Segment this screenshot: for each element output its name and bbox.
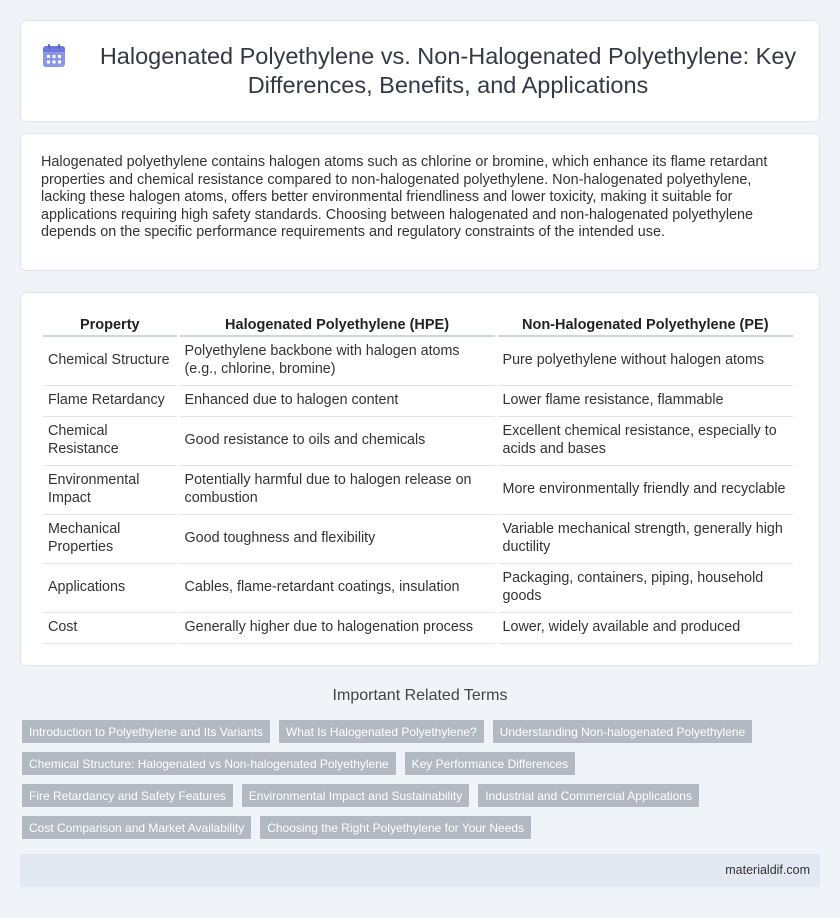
table-cell-hpe: Generally higher due to halogenation process xyxy=(180,613,495,644)
comparison-card xyxy=(20,292,820,666)
title-card xyxy=(20,20,820,122)
footer-bar xyxy=(20,854,820,887)
related-term-tag[interactable]: What Is Halogenated Polyethylene? xyxy=(279,720,484,743)
table-row xyxy=(43,564,793,613)
table-cell-pe: Lower, widely available and produced xyxy=(498,613,793,644)
related-term-tag[interactable]: Industrial and Commercial Applications xyxy=(478,784,699,807)
table-cell-hpe: Good resistance to oils and chemicals xyxy=(180,417,495,466)
calendar-icon xyxy=(41,43,67,69)
table-cell-hpe: Cables, flame-retardant coatings, insulation xyxy=(180,564,495,613)
column-header-pe: Non-Halogenated Polyethylene (PE) xyxy=(498,311,793,337)
intro-paragraph: Halogenated polyethylene contains halogen atoms such as chlorine or bromine, which enhance its flame retardant properties and chemical resistance compared to non-halogenated polyethylene. Non-halogenated polyethylene, lacking these halogen atoms, offers better environmental friendliness and lower toxicity, making it suitable for applications requiring high safety standards. Choosing between halogenated and non-halogenated polyethylene depends on the specific performance requirements and regulatory constraints of the intended use. xyxy=(41,154,768,241)
table-cell-pe: Pure polyethylene without halogen atoms xyxy=(498,337,793,386)
table-cell-pe: Variable mechanical strength, generally high ductility xyxy=(498,515,793,564)
table-cell-property: Cost xyxy=(43,613,177,644)
table-cell-property: Chemical Resistance xyxy=(43,417,177,466)
intro-card xyxy=(20,133,820,271)
related-term-tag[interactable]: Cost Comparison and Market Availability xyxy=(22,816,251,839)
table-cell-pe: Packaging, containers, piping, household goods xyxy=(498,564,793,613)
table-cell-pe: More environmentally friendly and recyclable xyxy=(498,466,793,515)
table-cell-pe: Excellent chemical resistance, especially to acids and bases xyxy=(498,417,793,466)
related-term-tag[interactable]: Choosing the Right Polyethylene for Your Needs xyxy=(260,816,531,839)
related-term-tag[interactable]: Understanding Non-halogenated Polyethylene xyxy=(493,720,753,743)
table-cell-hpe: Polyethylene backbone with halogen atoms (e.g., chlorine, bromine) xyxy=(180,337,495,386)
related-term-tag[interactable]: Chemical Structure: Halogenated vs Non-halogenated Polyethylene xyxy=(22,752,396,775)
table-row xyxy=(43,466,793,515)
related-term-tag[interactable]: Environmental Impact and Sustainability xyxy=(242,784,469,807)
table-cell-property: Environmental Impact xyxy=(43,466,177,515)
related-terms-heading: Important Related Terms xyxy=(332,687,508,704)
table-row xyxy=(43,386,793,417)
table-cell-pe: Lower flame resistance, flammable xyxy=(498,386,793,417)
table-cell-property: Applications xyxy=(43,564,177,613)
table-cell-property: Chemical Structure xyxy=(43,337,177,386)
related-terms-list xyxy=(22,720,802,848)
table-row xyxy=(43,613,793,644)
table-row xyxy=(43,337,793,386)
page-title: Halogenated Polyethylene vs. Non-Halogenated Polyethylene: Key Differences, Benefits, and Applications xyxy=(99,43,797,98)
column-header-property: Property xyxy=(43,311,177,337)
table-cell-property: Mechanical Properties xyxy=(43,515,177,564)
table-cell-hpe: Potentially harmful due to halogen release on combustion xyxy=(180,466,495,515)
related-term-tag[interactable]: Introduction to Polyethylene and Its Variants xyxy=(22,720,270,743)
column-header-hpe: Halogenated Polyethylene (HPE) xyxy=(180,311,495,337)
comparison-table xyxy=(40,311,796,644)
related-term-tag[interactable]: Fire Retardancy and Safety Features xyxy=(22,784,233,807)
table-cell-hpe: Enhanced due to halogen content xyxy=(180,386,495,417)
related-term-tag[interactable]: Key Performance Differences xyxy=(405,752,576,775)
table-header-row xyxy=(43,311,793,337)
table-cell-property: Flame Retardancy xyxy=(43,386,177,417)
table-row xyxy=(43,417,793,466)
table-cell-hpe: Good toughness and flexibility xyxy=(180,515,495,564)
table-row xyxy=(43,515,793,564)
footer-site-name: materialdif.com xyxy=(725,863,810,877)
